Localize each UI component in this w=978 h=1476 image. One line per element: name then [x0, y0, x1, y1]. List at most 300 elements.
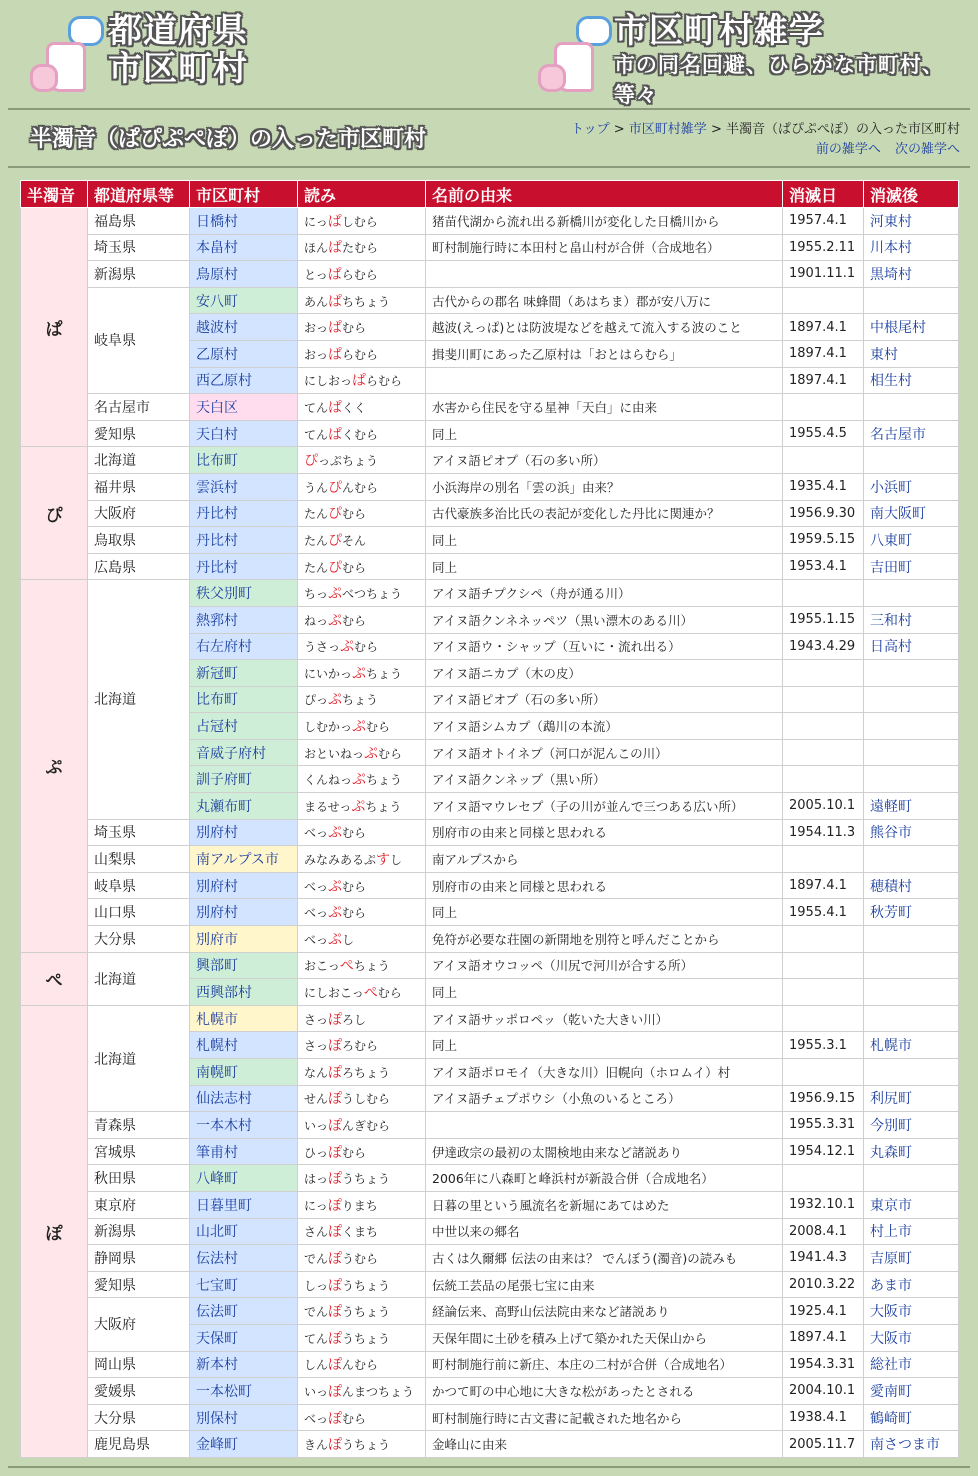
- reading-suffix: むら: [342, 1411, 367, 1426]
- municipality-link[interactable]: 別保村: [190, 1404, 298, 1431]
- municipality-link[interactable]: 秩父別町: [190, 580, 298, 607]
- reading-cell: [298, 473, 426, 500]
- reading-cell: [298, 1404, 426, 1431]
- abolished-date-cell: [783, 739, 864, 766]
- merged-into-link[interactable]: [864, 1005, 959, 1032]
- reading-highlight: ぱ: [328, 240, 343, 257]
- reading-cell: [298, 766, 426, 793]
- prefecture-cell: 新潟県: [88, 261, 190, 288]
- reading-cell: [298, 527, 426, 554]
- next-trivia-link[interactable]: 次の雑学へ: [894, 142, 960, 157]
- reading-highlight: ぽ: [327, 1197, 342, 1214]
- origin-cell: [426, 367, 783, 394]
- origin-cell: 同上: [426, 527, 783, 554]
- reading-prefix: ぴっ: [304, 693, 329, 708]
- reading-highlight: ぷ: [328, 692, 343, 709]
- reading-suffix: くむら: [342, 427, 379, 442]
- reading-prefix: おっ: [304, 347, 329, 362]
- reading-cell: [298, 234, 426, 261]
- table-row: [21, 1351, 959, 1378]
- abolished-date-cell: [783, 766, 864, 793]
- reading-suffix: むら: [342, 560, 367, 575]
- origin-cell: 金峰山に由来: [426, 1431, 783, 1458]
- abolished-date-cell: 1956.9.15: [783, 1085, 864, 1112]
- merged-into-link[interactable]: [864, 287, 959, 314]
- merged-into-link[interactable]: 愛南町: [864, 1378, 959, 1405]
- abolished-date-cell: 1955.3.1: [783, 1032, 864, 1059]
- reading-prefix: みなみあるぷ: [304, 853, 377, 868]
- merged-into-link[interactable]: 鶴崎町: [864, 1404, 959, 1431]
- merged-into-link[interactable]: 大阪市: [864, 1298, 959, 1325]
- municipality-link[interactable]: 別府村: [190, 819, 298, 846]
- reading-cell: [298, 208, 426, 235]
- merged-into-link[interactable]: [864, 952, 959, 979]
- merged-into-link[interactable]: 穂積村: [864, 872, 959, 899]
- municipality-link[interactable]: 新冠町: [190, 660, 298, 687]
- reading-prefix: いっ: [304, 1384, 329, 1399]
- reading-highlight: ぷ: [364, 745, 379, 762]
- table-row: [21, 1112, 959, 1139]
- municipality-link[interactable]: 丹比村: [190, 500, 298, 527]
- reading-suffix: んむら: [342, 480, 379, 495]
- reading-suffix: ちょう: [342, 693, 379, 708]
- reading-highlight: ぷ: [352, 719, 367, 736]
- origin-cell: 伝統工芸品の尾張七宝に由来: [426, 1271, 783, 1298]
- table-row: [21, 527, 959, 554]
- municipality-link[interactable]: 丹比村: [190, 553, 298, 580]
- merged-into-link[interactable]: [864, 686, 959, 713]
- table-row: [21, 846, 959, 873]
- table-row: [21, 1431, 959, 1458]
- reading-cell: [298, 979, 426, 1006]
- merged-into-link[interactable]: [864, 713, 959, 740]
- municipality-link[interactable]: 西興部村: [190, 979, 298, 1006]
- reading-prefix: おといねっ: [304, 746, 365, 761]
- reading-prefix: さっ: [304, 1012, 329, 1027]
- prefecture-cell: 岐阜県: [88, 287, 190, 393]
- abolished-date-cell: [783, 580, 864, 607]
- reading-highlight: ぱ: [328, 399, 343, 416]
- municipality-link[interactable]: 八峰町: [190, 1165, 298, 1192]
- prefecture-cell: 東京府: [88, 1191, 190, 1218]
- merged-into-link[interactable]: 丸森町: [864, 1138, 959, 1165]
- reading-cell: [298, 500, 426, 527]
- municipality-link[interactable]: 天保町: [190, 1324, 298, 1351]
- reading-highlight: ぷ: [351, 798, 366, 815]
- reading-cell: [298, 1138, 426, 1165]
- reading-cell: [298, 1165, 426, 1192]
- municipality-link[interactable]: 占冠村: [190, 713, 298, 740]
- reading-highlight: ぴ: [304, 453, 318, 470]
- origin-cell: アイヌ語チェプポウシ（小魚のいるところ）: [426, 1085, 783, 1112]
- municipality-link[interactable]: 鳥原村: [190, 261, 298, 288]
- merged-into-link[interactable]: 南さつま市: [864, 1431, 959, 1458]
- municipality-link[interactable]: 丹比村: [190, 527, 298, 554]
- abolished-date-cell: 1932.10.1: [783, 1191, 864, 1218]
- table-row: [21, 1218, 959, 1245]
- abolished-date-cell: [783, 287, 864, 314]
- municipality-link[interactable]: 丸瀬布町: [190, 793, 298, 820]
- divider: [8, 1466, 970, 1468]
- reading-cell: [298, 952, 426, 979]
- municipality-link[interactable]: 比布町: [190, 447, 298, 474]
- merged-into-link[interactable]: [864, 394, 959, 421]
- merged-into-link[interactable]: あま市: [864, 1271, 959, 1298]
- origin-cell: 小浜海岸の別名「雲の浜」由来？: [426, 473, 783, 500]
- prefecture-cell: 新潟県: [88, 1218, 190, 1245]
- merged-into-link[interactable]: [864, 580, 959, 607]
- merged-into-link[interactable]: 黒埼村: [864, 261, 959, 288]
- col-header-reading: 読み: [298, 181, 426, 208]
- abolished-date-cell: [783, 979, 864, 1006]
- abolished-date-cell: 2004.10.1: [783, 1378, 864, 1405]
- reading-prefix: べっ: [304, 932, 329, 947]
- reading-cell: [298, 314, 426, 341]
- reading-prefix: でん: [304, 1251, 329, 1266]
- merged-into-link[interactable]: 熊谷市: [864, 819, 959, 846]
- abolished-date-cell: 1955.4.5: [783, 420, 864, 447]
- breadcrumb-separator: >: [710, 122, 722, 137]
- reading-cell: [298, 447, 426, 474]
- origin-cell: アイヌ語クンネネッペツ（黒い漂木のある川）: [426, 606, 783, 633]
- merged-into-link[interactable]: 名古屋市: [864, 420, 959, 447]
- merged-into-link[interactable]: 南大阪町: [864, 500, 959, 527]
- table-row: [21, 1378, 959, 1405]
- table-body: [21, 208, 959, 1458]
- reading-prefix: なん: [304, 1065, 329, 1080]
- reading-highlight: ぽ: [328, 1144, 343, 1161]
- table-row: [21, 1404, 959, 1431]
- origin-cell: 2006年に八森町と峰浜村が新設合併（合成地名）: [426, 1165, 783, 1192]
- title-bar: [0, 110, 978, 166]
- municipality-link[interactable]: 南アルプス市: [190, 846, 298, 873]
- reading-prefix: しん: [304, 1358, 329, 1373]
- origin-cell: 日暮の里という風流名を新堀にあてはめた: [426, 1191, 783, 1218]
- reading-cell: [298, 1218, 426, 1245]
- reading-suffix: むら: [366, 720, 391, 735]
- municipality-link[interactable]: 七宝町: [190, 1271, 298, 1298]
- prefecture-cell: 大阪府: [88, 1298, 190, 1351]
- reading-highlight: ぱ: [328, 426, 343, 443]
- reading-prefix: はっ: [304, 1172, 329, 1187]
- trivia-nav: [571, 140, 960, 160]
- municipality-link[interactable]: 右左府村: [190, 633, 298, 660]
- abolished-date-cell: [783, 447, 864, 474]
- reading-suffix: ろむら: [342, 1039, 379, 1054]
- table-row: [21, 261, 959, 288]
- origin-cell: 南アルプスから: [426, 846, 783, 873]
- municipality-link[interactable]: 日橋村: [190, 208, 298, 235]
- reading-cell: [298, 1298, 426, 1325]
- merged-into-link[interactable]: [864, 846, 959, 873]
- reading-prefix: うん: [304, 480, 329, 495]
- reading-cell: [298, 1112, 426, 1139]
- origin-cell: アイヌ語オトイネプ（河口が泥んこの川）: [426, 739, 783, 766]
- reading-cell: [298, 394, 426, 421]
- prefecture-cell: 鳥取県: [88, 527, 190, 554]
- origin-cell: [426, 1112, 783, 1139]
- origin-cell: 経論伝来、高野山伝法院由来など諸説あり: [426, 1298, 783, 1325]
- reading-cell: [298, 1032, 426, 1059]
- municipality-link[interactable]: 日暮里町: [190, 1191, 298, 1218]
- reading-highlight: ぷ: [340, 639, 355, 656]
- reading-cell: [298, 580, 426, 607]
- abolished-date-cell: [783, 926, 864, 953]
- table-row: [21, 473, 959, 500]
- reading-prefix: にいかっ: [304, 666, 353, 681]
- origin-cell: アイヌ語ピオプ（石の多い所）: [426, 686, 783, 713]
- reading-prefix: いっ: [304, 1118, 329, 1133]
- reading-highlight: ぽ: [328, 1277, 343, 1294]
- origin-cell: 町村制施行時に古文書に記載された地名から: [426, 1404, 783, 1431]
- municipality-link[interactable]: 筆甫村: [190, 1138, 298, 1165]
- merged-into-link[interactable]: 大阪市: [864, 1324, 959, 1351]
- reading-suffix: うちょう: [342, 1331, 391, 1346]
- merged-into-link[interactable]: 東村: [864, 340, 959, 367]
- reading-suffix: むら: [342, 613, 367, 628]
- boot-logo-icon: [28, 12, 108, 92]
- merged-into-link[interactable]: 吉原町: [864, 1245, 959, 1272]
- origin-cell: 同上: [426, 553, 783, 580]
- origin-cell: 天保年間に土砂を積み上げて築かれた天保山から: [426, 1324, 783, 1351]
- reading-highlight: ぺ: [363, 985, 378, 1002]
- reading-cell: [298, 872, 426, 899]
- municipality-link[interactable]: 伝法町: [190, 1298, 298, 1325]
- merged-into-link[interactable]: [864, 660, 959, 687]
- origin-cell: 揖斐川町にあった乙原村は「おとはらむら」: [426, 340, 783, 367]
- reading-highlight: ぽ: [328, 1330, 343, 1347]
- municipality-link[interactable]: 興部町: [190, 952, 298, 979]
- breadcrumb-separator: >: [613, 122, 625, 137]
- reading-prefix: おっ: [304, 321, 329, 336]
- col-header-municipality: 市区町村: [190, 181, 298, 208]
- prefecture-cell: 山口県: [88, 899, 190, 926]
- reading-suffix: うちょう: [342, 1438, 391, 1453]
- reading-prefix: にしおこっ: [304, 986, 364, 1001]
- merged-into-link[interactable]: [864, 926, 959, 953]
- merged-into-link[interactable]: [864, 447, 959, 474]
- abolished-date-cell: [783, 713, 864, 740]
- municipality-link[interactable]: 金峰町: [190, 1431, 298, 1458]
- abolished-date-cell: 1897.4.1: [783, 314, 864, 341]
- merged-into-link[interactable]: 札幌市: [864, 1032, 959, 1059]
- merged-into-link[interactable]: 秋芳町: [864, 899, 959, 926]
- municipality-link[interactable]: 別府村: [190, 899, 298, 926]
- municipality-link[interactable]: 西乙原村: [190, 367, 298, 394]
- reading-highlight: ぷ: [352, 772, 367, 789]
- reading-suffix: むら: [342, 879, 367, 894]
- reading-cell: [298, 846, 426, 873]
- merged-into-link[interactable]: 総社市: [864, 1351, 959, 1378]
- municipality-table: [20, 180, 959, 1458]
- municipality-link[interactable]: 本畠村: [190, 234, 298, 261]
- municipality-link[interactable]: 越波村: [190, 314, 298, 341]
- reading-highlight: ぽ: [328, 1437, 343, 1454]
- breadcrumb-current: 半濁音（ぱぴぷぺぽ）の入った市区町村: [725, 122, 960, 137]
- abolished-date-cell: 1901.11.1: [783, 261, 864, 288]
- reading-cell: [298, 420, 426, 447]
- reading-prefix: ちっ: [304, 587, 329, 602]
- municipality-link[interactable]: 熱郛村: [190, 606, 298, 633]
- reading-suffix: べつちょう: [342, 587, 403, 602]
- municipality-link[interactable]: 比布町: [190, 686, 298, 713]
- merged-into-link[interactable]: [864, 979, 959, 1006]
- reading-suffix: うちょう: [342, 1278, 391, 1293]
- merged-into-link[interactable]: 日高村: [864, 633, 959, 660]
- reading-highlight: ぱ: [328, 320, 343, 337]
- reading-cell: [298, 1005, 426, 1032]
- reading-prefix: べっ: [304, 879, 329, 894]
- origin-cell: 別府市の由来と同様と思われる: [426, 872, 783, 899]
- municipality-link[interactable]: 別府村: [190, 872, 298, 899]
- reading-highlight: ぱ: [327, 266, 342, 283]
- origin-cell: 同上: [426, 899, 783, 926]
- municipality-link[interactable]: 天白村: [190, 420, 298, 447]
- reading-highlight: ぷ: [328, 905, 343, 922]
- abolished-date-cell: 2005.11.7: [783, 1431, 864, 1458]
- reading-suffix: そん: [342, 533, 367, 548]
- municipality-link[interactable]: 新本村: [190, 1351, 298, 1378]
- municipality-link[interactable]: 乙原村: [190, 340, 298, 367]
- breadcrumb-top-link[interactable]: トップ: [570, 122, 610, 137]
- prefecture-cell: 岡山県: [88, 1351, 190, 1378]
- abolished-date-cell: 2005.10.1: [783, 793, 864, 820]
- abolished-date-cell: 1953.4.1: [783, 553, 864, 580]
- municipality-link[interactable]: 安八町: [190, 287, 298, 314]
- reading-cell: [298, 1378, 426, 1405]
- reading-cell: [298, 553, 426, 580]
- site-logo-prefectures[interactable]: [28, 12, 248, 92]
- reading-prefix: しむかっ: [304, 720, 353, 735]
- reading-highlight: ぽ: [328, 1011, 343, 1028]
- merged-into-link[interactable]: [864, 1165, 959, 1192]
- sound-cell: ぱ: [21, 208, 88, 447]
- merged-into-link[interactable]: 遠軽町: [864, 793, 959, 820]
- municipality-link[interactable]: 山北町: [190, 1218, 298, 1245]
- reading-prefix: うさっ: [304, 640, 341, 655]
- merged-into-link[interactable]: 八東町: [864, 527, 959, 554]
- reading-suffix: むら: [342, 826, 367, 841]
- municipality-link[interactable]: 天白区: [190, 394, 298, 421]
- table-row: [21, 926, 959, 953]
- reading-highlight: ぱ: [327, 213, 342, 230]
- reading-suffix: ろちょう: [342, 1065, 391, 1080]
- origin-cell: 古代豪族多治比氏の表記が変化した丹比に関連か？: [426, 500, 783, 527]
- reading-cell: [298, 926, 426, 953]
- merged-into-link[interactable]: 今別町: [864, 1112, 959, 1139]
- municipality-link[interactable]: 別府市: [190, 926, 298, 953]
- reading-suffix: たむら: [342, 241, 379, 256]
- abolished-date-cell: 1955.2.11: [783, 234, 864, 261]
- abolished-date-cell: 1955.4.1: [783, 899, 864, 926]
- merged-into-link[interactable]: 相生村: [864, 367, 959, 394]
- municipality-link[interactable]: 訓子府町: [190, 766, 298, 793]
- merged-into-link[interactable]: [864, 1059, 959, 1086]
- merged-into-link[interactable]: 三和村: [864, 606, 959, 633]
- table-row: [21, 819, 959, 846]
- breadcrumb-section-link[interactable]: 市区町村雑学: [628, 122, 707, 137]
- reading-cell: [298, 1351, 426, 1378]
- reading-cell: [298, 633, 426, 660]
- merged-into-link[interactable]: [864, 739, 959, 766]
- reading-suffix: っぷちょう: [318, 454, 379, 469]
- municipality-link[interactable]: 札幌市: [190, 1005, 298, 1032]
- reading-cell: [298, 660, 426, 687]
- table-row: [21, 1245, 959, 1272]
- municipality-link[interactable]: 伝法村: [190, 1245, 298, 1272]
- section-logo-trivia[interactable]: [536, 12, 978, 110]
- reading-highlight: ぽ: [328, 1250, 343, 1267]
- municipality-link[interactable]: 一本木村: [190, 1112, 298, 1139]
- origin-cell: 水害から住民を守る星神「天白」に由来: [426, 394, 783, 421]
- col-header-abolished-date: 消滅日: [783, 181, 864, 208]
- reading-cell: [298, 367, 426, 394]
- prefecture-cell: 大阪府: [88, 500, 190, 527]
- prefecture-cell: 山梨県: [88, 846, 190, 873]
- merged-into-link[interactable]: 利尻町: [864, 1085, 959, 1112]
- merged-into-link[interactable]: 川本村: [864, 234, 959, 261]
- table-row: [21, 447, 959, 474]
- origin-cell: 伊達政宗の最初の太閤検地由来など諸説あり: [426, 1138, 783, 1165]
- abolished-date-cell: [783, 660, 864, 687]
- origin-cell: アイヌ語シムカプ（鵡川の本流）: [426, 713, 783, 740]
- origin-cell: アイヌ語ポロモイ（大きな川）旧幌向（ホロムイ）村: [426, 1059, 783, 1086]
- origin-cell: 猪苗代湖から流れ出る新橋川が変化した日橋川から: [426, 208, 783, 235]
- prefecture-cell: 青森県: [88, 1112, 190, 1139]
- reading-suffix: し: [390, 853, 403, 868]
- merged-into-link[interactable]: 村上市: [864, 1218, 959, 1245]
- merged-into-link[interactable]: 吉田町: [864, 553, 959, 580]
- reading-suffix: ちちょう: [342, 294, 391, 309]
- abolished-date-cell: 1897.4.1: [783, 340, 864, 367]
- reading-suffix: んまつちょう: [342, 1384, 415, 1399]
- reading-suffix: むら: [342, 321, 367, 336]
- abolished-date-cell: 1938.4.1: [783, 1404, 864, 1431]
- municipality-link[interactable]: 札幌村: [190, 1032, 298, 1059]
- merged-into-link[interactable]: 中根尾村: [864, 314, 959, 341]
- reading-highlight: ぷ: [328, 586, 343, 603]
- municipality-link[interactable]: 音威子府村: [190, 739, 298, 766]
- abolished-date-cell: [783, 952, 864, 979]
- page-title: 半濁音（ぱぴぷぺぽ）の入った市区町村: [30, 127, 427, 152]
- abolished-date-cell: 1954.12.1: [783, 1138, 864, 1165]
- reading-cell: [298, 261, 426, 288]
- merged-into-link[interactable]: 小浜町: [864, 473, 959, 500]
- reading-suffix: むら: [354, 640, 379, 655]
- reading-suffix: むら: [377, 986, 402, 1001]
- municipality-link[interactable]: 一本松町: [190, 1378, 298, 1405]
- merged-into-link[interactable]: 河東村: [864, 208, 959, 235]
- reading-suffix: うむら: [342, 1251, 379, 1266]
- municipality-link[interactable]: 南幌町: [190, 1059, 298, 1086]
- reading-suffix: しむら: [341, 214, 378, 229]
- municipality-link[interactable]: 雲浜村: [190, 473, 298, 500]
- prev-trivia-link[interactable]: 前の雑学へ: [815, 142, 881, 157]
- origin-cell: アイヌ語ピオプ（石の多い所）: [426, 447, 783, 474]
- origin-cell: 同上: [426, 979, 783, 1006]
- boot-logo-icon: [536, 12, 614, 92]
- col-header-prefecture: 都道府県等: [88, 181, 190, 208]
- merged-into-link[interactable]: 東京市: [864, 1191, 959, 1218]
- prefecture-cell: 愛媛県: [88, 1378, 190, 1405]
- prefecture-cell: 埼玉県: [88, 234, 190, 261]
- table-row: [21, 1005, 959, 1032]
- prefecture-cell: 北海道: [88, 1005, 190, 1111]
- reading-highlight: ぽ: [328, 1304, 343, 1321]
- abolished-date-cell: [783, 846, 864, 873]
- merged-into-link[interactable]: [864, 766, 959, 793]
- municipality-link[interactable]: 仙法志村: [190, 1085, 298, 1112]
